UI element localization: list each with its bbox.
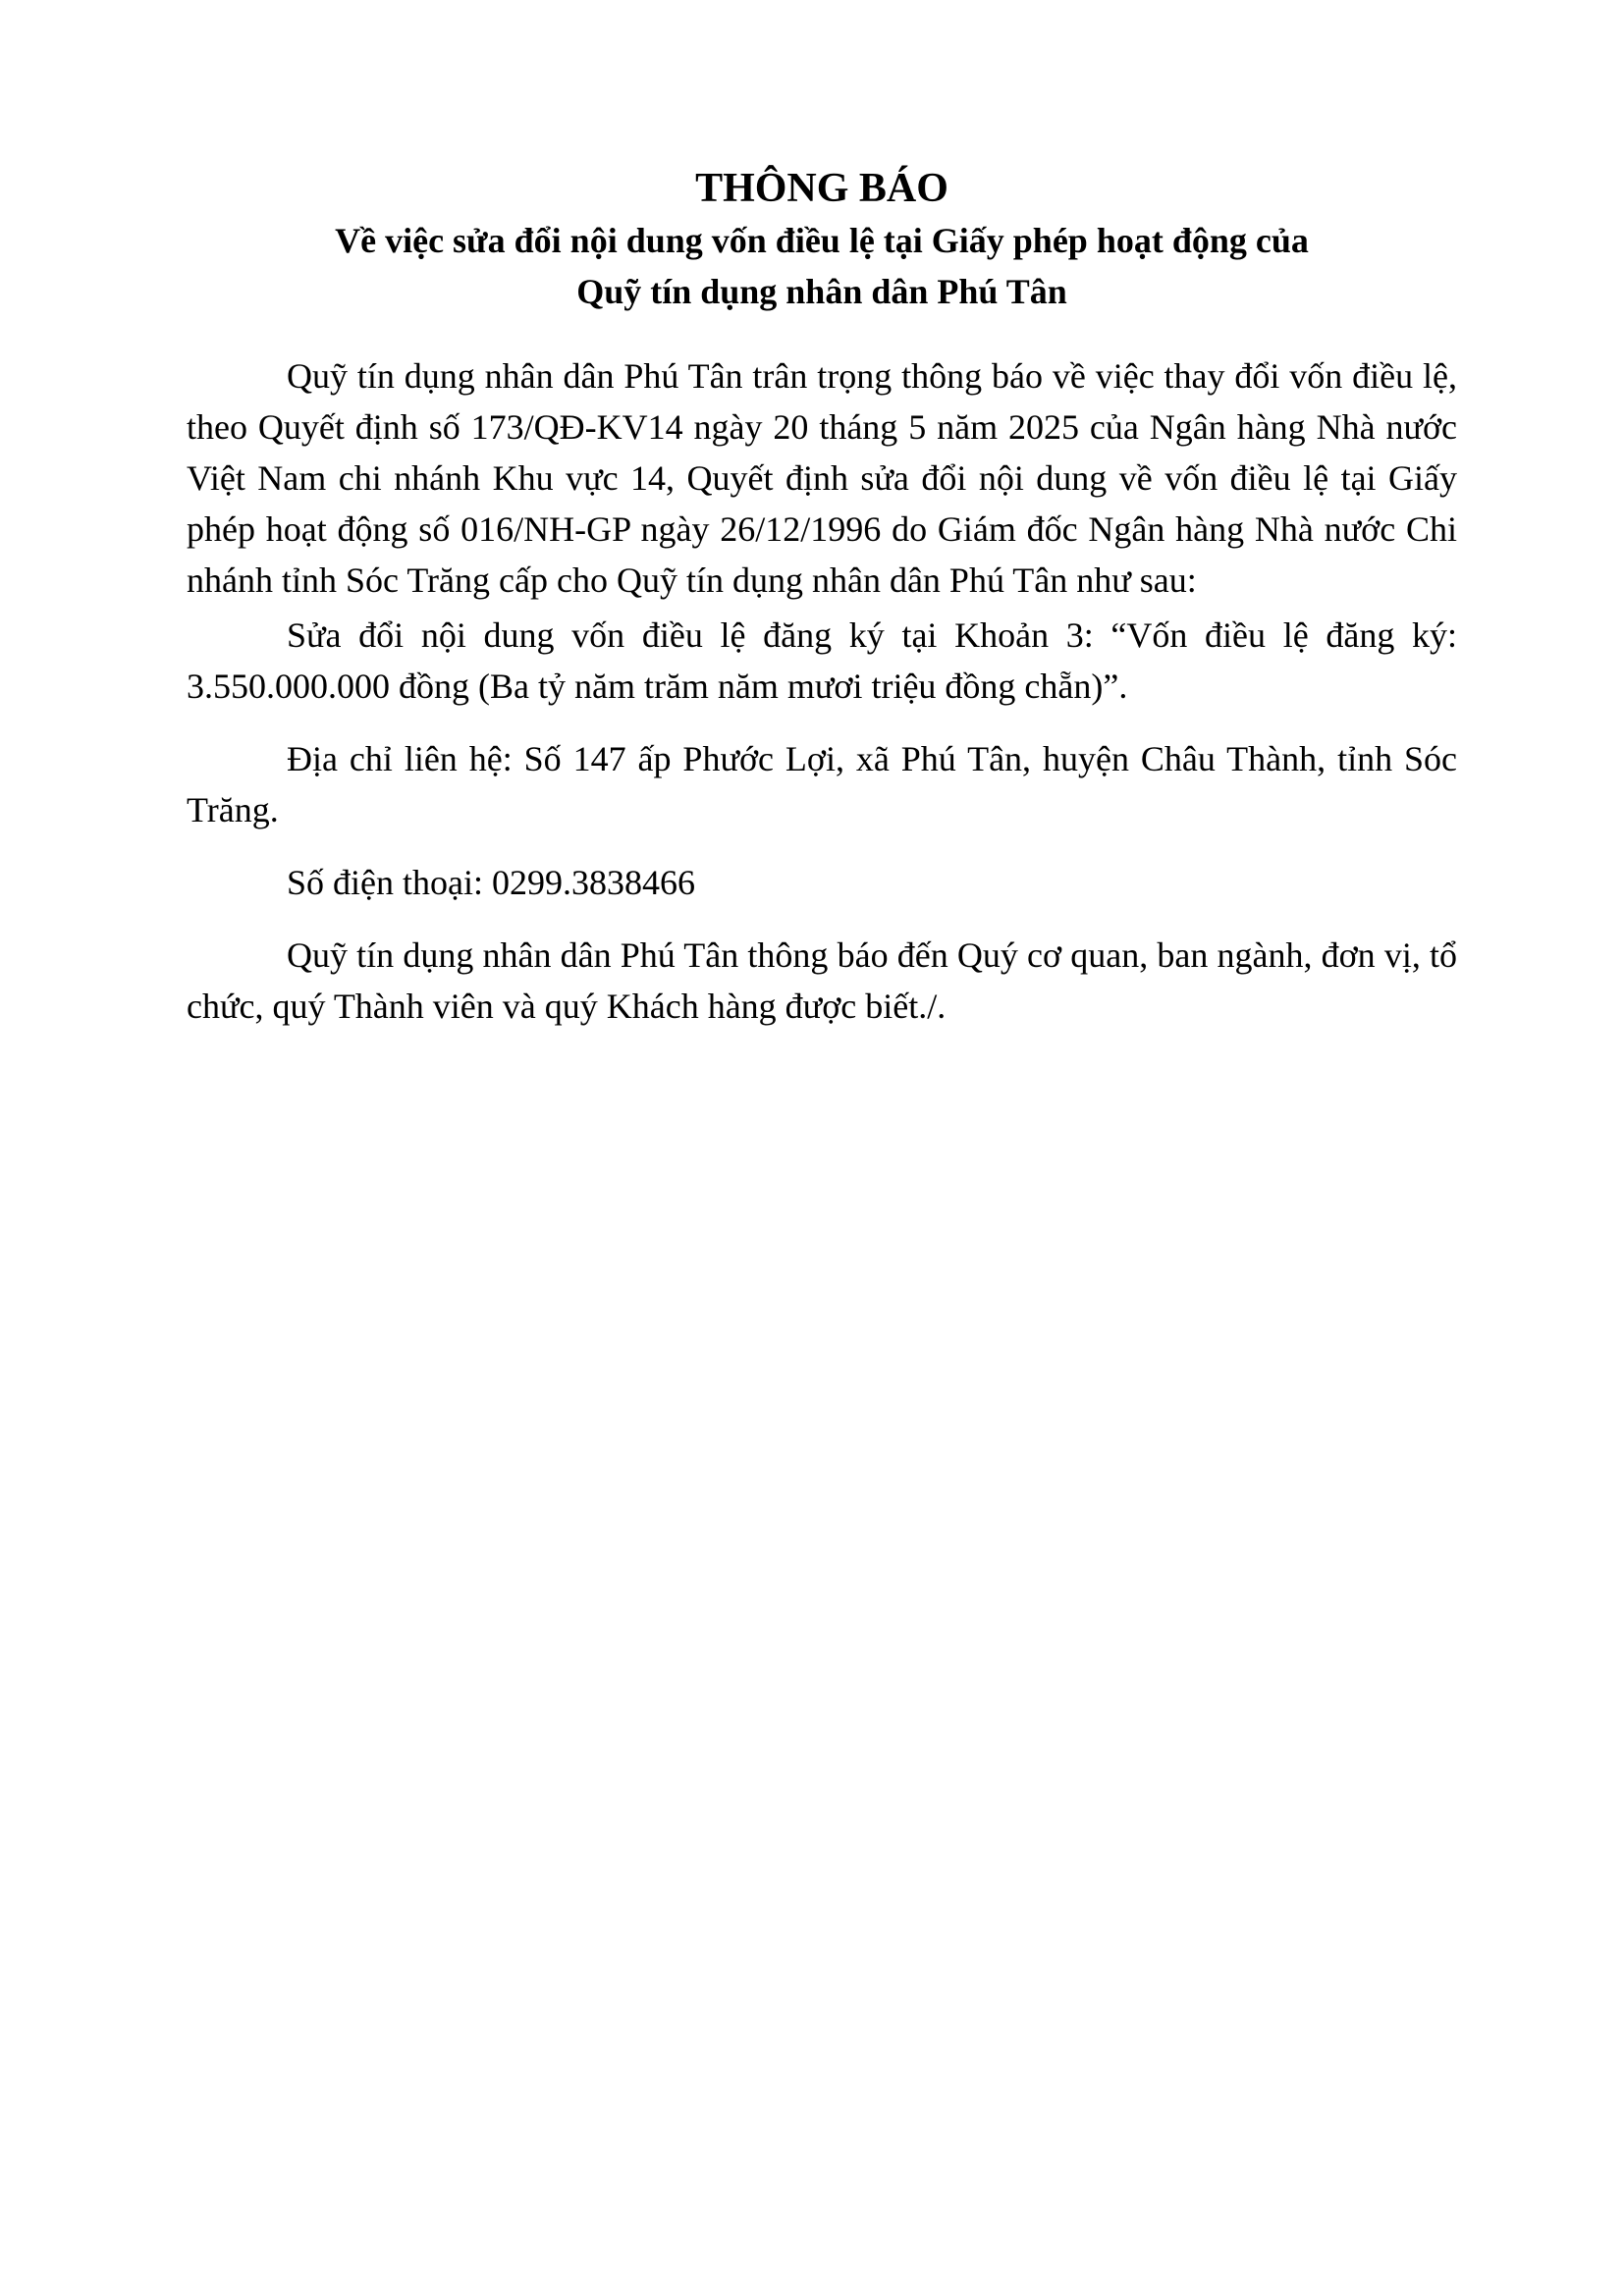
document-body xyxy=(187,350,1457,1032)
document-subtitle-line-2: Quỹ tín dụng nhân dân Phú Tân xyxy=(576,272,1067,311)
paragraph-address: Địa chỉ liên hệ: Số 147 ấp Phước Lợi, xã Phú Tân, huyện Châu Thành, tỉnh Sóc Trăng. xyxy=(187,739,1457,829)
document-content xyxy=(187,162,1457,1032)
paragraph-announcement: Quỹ tín dụng nhân dân Phú Tân trân trọng thông báo về việc thay đổi vốn điều lệ, theo Quyết định số 173/QĐ-KV14 ngày 20 tháng 5 năm 2025 của Ngân hàng Nhà nước Việt Nam chi nhánh Khu vực 14, Quyết định sửa đổi nội dung về vốn điều lệ tại Giấy phép hoạt động số 016/NH-GP ngày 26/12/1996 do Giám đốc Ngân hàng Nhà nước Chi nhánh tỉnh Sóc Trăng cấp cho Quỹ tín dụng nhân dân Phú Tân như sau: xyxy=(187,356,1457,600)
paragraph-closing: Quỹ tín dụng nhân dân Phú Tân thông báo đến Quý cơ quan, ban ngành, đơn vị, tổ chức, quý Thành viên và quý Khách hàng được biết./. xyxy=(187,935,1457,1026)
paragraph-phone: Số điện thoại: 0299.3838466 xyxy=(287,863,695,902)
paragraph-amendment: Sửa đổi nội dung vốn điều lệ đăng ký tại Khoản 3: “Vốn điều lệ đăng ký: 3.550.000.000 đồng (Ba tỷ năm trăm năm mươi triệu đồng chẵn)”. xyxy=(187,615,1457,706)
document-subtitle-line-1: Về việc sửa đổi nội dung vốn điều lệ tại Giấy phép hoạt động của xyxy=(335,221,1309,260)
document-title: THÔNG BÁO xyxy=(695,166,948,211)
